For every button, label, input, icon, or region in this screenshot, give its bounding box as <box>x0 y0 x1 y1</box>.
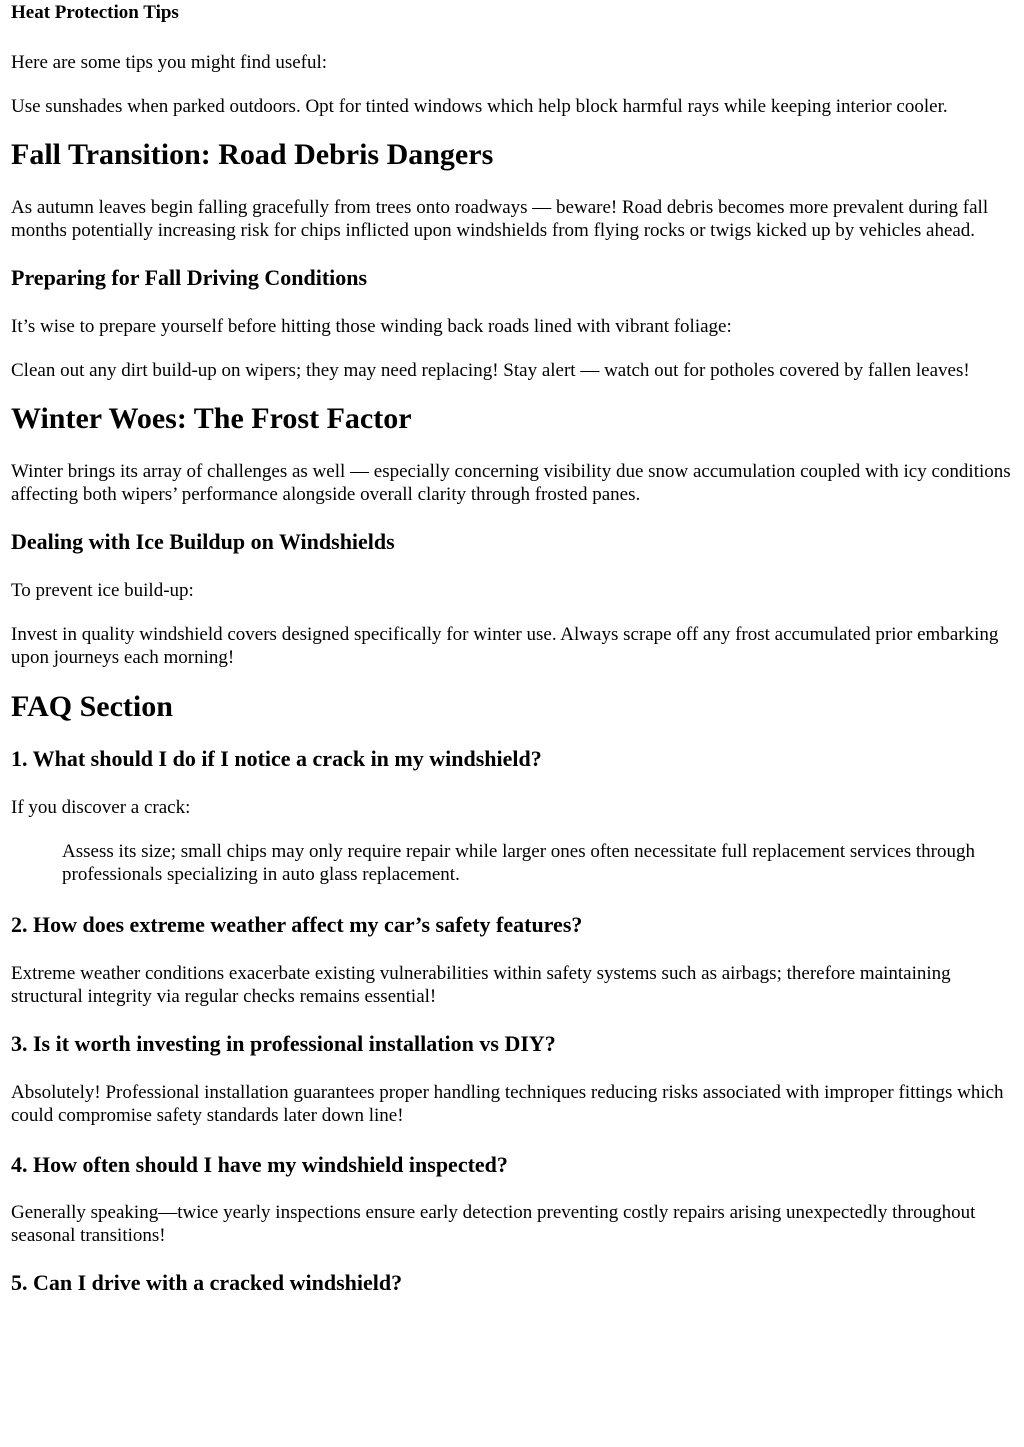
fall-section-heading: Fall Transition: Road Debris Dangers <box>11 138 494 171</box>
faq-question-3: 3. Is it worth investing in professional installation vs DIY? <box>11 1031 556 1056</box>
fall-prep-tips: Clean out any dirt build-up on wipers; they may need replacing! Stay alert — watch out for potholes covered by fallen leaves! <box>11 360 970 381</box>
faq-answer-4: Generally speaking—twice yearly inspections ensure early detection preventing costly repairs arising unexpectedly throughout seasonal transitions! <box>11 1202 976 1246</box>
winter-ice-tips: Invest in quality windshield covers designed specifically for winter use. Always scrape off any frost accumulated prior embarking upon journeys each morning! <box>11 624 999 668</box>
winter-ice-intro: To prevent ice build-up: <box>11 580 194 601</box>
winter-section-body: Winter brings its array of challenges as well — especially concerning visibility due snow accumulation coupled with icy conditions affecting both wipers’ performance alongside overall clarity through frosted panes. <box>11 461 1011 505</box>
heat-tips-heading: Heat Protection Tips <box>11 2 179 23</box>
article-body <box>0 1 1024 1296</box>
fall-prep-intro: It’s wise to prepare yourself before hitting those winding back roads lined with vibrant foliage: <box>11 316 732 337</box>
faq-lead-1: If you discover a crack: <box>11 797 191 818</box>
heat-tips-text: Use sunshades when parked outdoors. Opt for tinted windows which help block harmful rays while keeping interior cooler. <box>11 96 948 117</box>
fall-prep-heading: Preparing for Fall Driving Conditions <box>11 265 368 290</box>
faq-question-2: 2. How does extreme weather affect my car’s safety features? <box>11 912 583 937</box>
faq-answer-3: Absolutely! Professional installation guarantees proper handling techniques reducing risks associated with improper fittings which could compromise safety standards later down line! <box>11 1082 1004 1126</box>
winter-ice-heading: Dealing with Ice Buildup on Windshields <box>11 529 395 554</box>
faq-question-4: 4. How often should I have my windshield inspected? <box>11 1152 508 1177</box>
faq-question-5: 5. Can I drive with a cracked windshield? <box>11 1270 403 1295</box>
winter-section-heading: Winter Woes: The Frost Factor <box>11 402 412 435</box>
fall-section-body: As autumn leaves begin falling gracefully from trees onto roadways — beware! Road debris becomes more prevalent during fall months potentially increasing risk for chips inflicted upon windshields from flying rocks or twigs kicked up by vehicles ahead. <box>11 197 989 241</box>
faq-heading: FAQ Section <box>11 690 173 723</box>
faq-question-1: 1. What should I do if I notice a crack in my windshield? <box>11 746 542 771</box>
faq-answer-2: Extreme weather conditions exacerbate existing vulnerabilities within safety systems such as airbags; therefore maintaining structural integrity via regular checks remains essential! <box>11 963 951 1007</box>
heat-tips-intro: Here are some tips you might find useful: <box>11 52 328 73</box>
faq-answer-1: Assess its size; small chips may only require repair while larger ones often necessitate full replacement services through professionals specializing in auto glass replacement. <box>62 841 975 885</box>
